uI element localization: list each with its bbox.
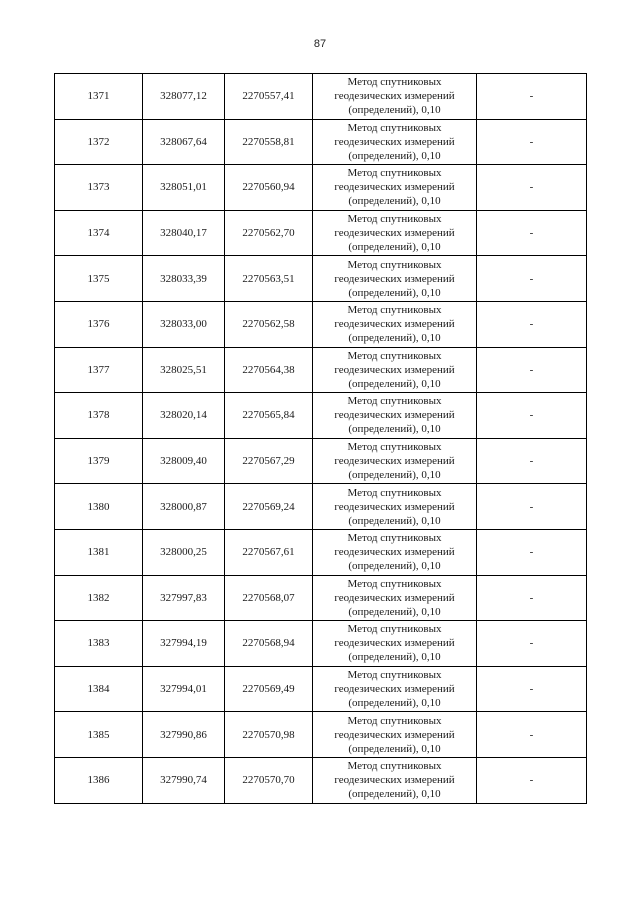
method-line: (определений), 0,10 <box>348 469 441 482</box>
y-coordinate-cell: 2270569,49 <box>225 666 313 712</box>
method-line: Метод спутниковых <box>347 486 442 499</box>
method-cell <box>313 666 477 712</box>
point-number-cell: 1381 <box>55 529 143 575</box>
method-line: (определений), 0,10 <box>348 697 441 710</box>
method-line: Метод спутниковых <box>347 760 442 773</box>
x-coordinate-cell: 328020,14 <box>143 393 225 439</box>
note-cell: - <box>477 347 587 393</box>
table-row <box>55 712 587 758</box>
table-row <box>55 621 587 667</box>
method-line: Метод спутниковых <box>347 258 442 271</box>
method-line: геодезических измерений <box>334 591 455 604</box>
x-coordinate-cell: 328000,87 <box>143 484 225 530</box>
table-row <box>55 757 587 803</box>
method-line: (определений), 0,10 <box>348 605 441 618</box>
method-line: Метод спутниковых <box>347 623 442 636</box>
method-line: геодезических измерений <box>334 318 455 331</box>
method-line: геодезических измерений <box>334 409 455 422</box>
point-number-cell: 1380 <box>55 484 143 530</box>
method-line: (определений), 0,10 <box>348 286 441 299</box>
note-cell: - <box>477 712 587 758</box>
y-coordinate-cell: 2270565,84 <box>225 393 313 439</box>
x-coordinate-cell: 328025,51 <box>143 347 225 393</box>
x-coordinate-cell: 327994,19 <box>143 621 225 667</box>
coordinates-table-body <box>55 74 587 804</box>
method-line: (определений), 0,10 <box>348 104 441 117</box>
x-coordinate-cell: 328033,39 <box>143 256 225 302</box>
method-line: (определений), 0,10 <box>348 241 441 254</box>
method-cell <box>313 757 477 803</box>
point-number-cell: 1375 <box>55 256 143 302</box>
y-coordinate-cell: 2270564,38 <box>225 347 313 393</box>
note-cell: - <box>477 666 587 712</box>
method-line: (определений), 0,10 <box>348 514 441 527</box>
method-cell <box>313 119 477 165</box>
method-cell <box>313 74 477 120</box>
table-row <box>55 74 587 120</box>
method-cell <box>313 393 477 439</box>
method-cell <box>313 484 477 530</box>
x-coordinate-cell: 328051,01 <box>143 165 225 211</box>
point-number-cell: 1377 <box>55 347 143 393</box>
note-cell: - <box>477 529 587 575</box>
note-cell: - <box>477 74 587 120</box>
y-coordinate-cell: 2270558,81 <box>225 119 313 165</box>
y-coordinate-cell: 2270562,70 <box>225 210 313 256</box>
note-cell: - <box>477 575 587 621</box>
y-coordinate-cell: 2270569,24 <box>225 484 313 530</box>
point-number-cell: 1383 <box>55 621 143 667</box>
table-row <box>55 529 587 575</box>
page-number: 87 <box>313 38 327 50</box>
method-cell <box>313 529 477 575</box>
note-cell: - <box>477 165 587 211</box>
table-row <box>55 256 587 302</box>
method-line: геодезических измерений <box>334 546 455 559</box>
x-coordinate-cell: 327990,74 <box>143 757 225 803</box>
point-number-cell: 1382 <box>55 575 143 621</box>
method-line: (определений), 0,10 <box>348 742 441 755</box>
table-row <box>55 210 587 256</box>
method-cell <box>313 165 477 211</box>
method-line: Метод спутниковых <box>347 304 442 317</box>
method-line: геодезических измерений <box>334 363 455 376</box>
y-coordinate-cell: 2270568,94 <box>225 621 313 667</box>
y-coordinate-cell: 2270570,70 <box>225 757 313 803</box>
method-line: Метод спутниковых <box>347 532 442 545</box>
x-coordinate-cell: 327997,83 <box>143 575 225 621</box>
x-coordinate-cell: 328067,64 <box>143 119 225 165</box>
method-line: геодезических измерений <box>334 272 455 285</box>
method-line: Метод спутниковых <box>347 441 442 454</box>
y-coordinate-cell: 2270568,07 <box>225 575 313 621</box>
method-line: Метод спутниковых <box>347 395 442 408</box>
note-cell: - <box>477 119 587 165</box>
note-cell: - <box>477 301 587 347</box>
method-line: геодезических измерений <box>334 227 455 240</box>
method-line: (определений), 0,10 <box>348 332 441 345</box>
method-line: геодезических измерений <box>334 90 455 103</box>
x-coordinate-cell: 328000,25 <box>143 529 225 575</box>
method-cell <box>313 621 477 667</box>
method-line: (определений), 0,10 <box>348 149 441 162</box>
method-line: Метод спутниковых <box>347 577 442 590</box>
y-coordinate-cell: 2270570,98 <box>225 712 313 758</box>
x-coordinate-cell: 328009,40 <box>143 438 225 484</box>
point-number-cell: 1371 <box>55 74 143 120</box>
point-number-cell: 1373 <box>55 165 143 211</box>
method-line: Метод спутниковых <box>347 76 442 89</box>
table-row <box>55 393 587 439</box>
method-line: геодезических измерений <box>334 637 455 650</box>
x-coordinate-cell: 327990,86 <box>143 712 225 758</box>
method-line: геодезических измерений <box>334 500 455 513</box>
method-cell <box>313 347 477 393</box>
method-line: (определений), 0,10 <box>348 377 441 390</box>
coordinates-table <box>54 73 587 804</box>
method-line: (определений), 0,10 <box>348 788 441 801</box>
method-cell <box>313 438 477 484</box>
point-number-cell: 1386 <box>55 757 143 803</box>
method-line: Метод спутниковых <box>347 167 442 180</box>
y-coordinate-cell: 2270563,51 <box>225 256 313 302</box>
note-cell: - <box>477 757 587 803</box>
x-coordinate-cell: 327994,01 <box>143 666 225 712</box>
method-line: (определений), 0,10 <box>348 423 441 436</box>
method-line: Метод спутниковых <box>347 714 442 727</box>
y-coordinate-cell: 2270560,94 <box>225 165 313 211</box>
method-line: геодезических измерений <box>334 728 455 741</box>
method-line: Метод спутниковых <box>347 213 442 226</box>
x-coordinate-cell: 328040,17 <box>143 210 225 256</box>
x-coordinate-cell: 328077,12 <box>143 74 225 120</box>
x-coordinate-cell: 328033,00 <box>143 301 225 347</box>
note-cell: - <box>477 621 587 667</box>
note-cell: - <box>477 438 587 484</box>
note-cell: - <box>477 256 587 302</box>
method-line: Метод спутниковых <box>347 121 442 134</box>
note-cell: - <box>477 210 587 256</box>
y-coordinate-cell: 2270567,29 <box>225 438 313 484</box>
method-cell <box>313 575 477 621</box>
method-line: (определений), 0,10 <box>348 195 441 208</box>
method-cell <box>313 301 477 347</box>
point-number-cell: 1379 <box>55 438 143 484</box>
note-cell: - <box>477 393 587 439</box>
table-row <box>55 347 587 393</box>
point-number-cell: 1372 <box>55 119 143 165</box>
method-line: (определений), 0,10 <box>348 651 441 664</box>
point-number-cell: 1378 <box>55 393 143 439</box>
point-number-cell: 1385 <box>55 712 143 758</box>
y-coordinate-cell: 2270567,61 <box>225 529 313 575</box>
table-row <box>55 666 587 712</box>
method-cell <box>313 256 477 302</box>
point-number-cell: 1374 <box>55 210 143 256</box>
method-line: геодезических измерений <box>334 455 455 468</box>
note-cell: - <box>477 484 587 530</box>
table-row <box>55 301 587 347</box>
table-row <box>55 575 587 621</box>
method-cell <box>313 210 477 256</box>
y-coordinate-cell: 2270557,41 <box>225 74 313 120</box>
method-line: Метод спутниковых <box>347 349 442 362</box>
table-row <box>55 438 587 484</box>
table-row <box>55 484 587 530</box>
y-coordinate-cell: 2270562,58 <box>225 301 313 347</box>
method-line: Метод спутниковых <box>347 669 442 682</box>
table-row <box>55 119 587 165</box>
method-cell <box>313 712 477 758</box>
point-number-cell: 1376 <box>55 301 143 347</box>
method-line: геодезических измерений <box>334 135 455 148</box>
table-row <box>55 165 587 211</box>
method-line: геодезических измерений <box>334 181 455 194</box>
method-line: геодезических измерений <box>334 683 455 696</box>
point-number-cell: 1384 <box>55 666 143 712</box>
method-line: геодезических измерений <box>334 774 455 787</box>
method-line: (определений), 0,10 <box>348 560 441 573</box>
